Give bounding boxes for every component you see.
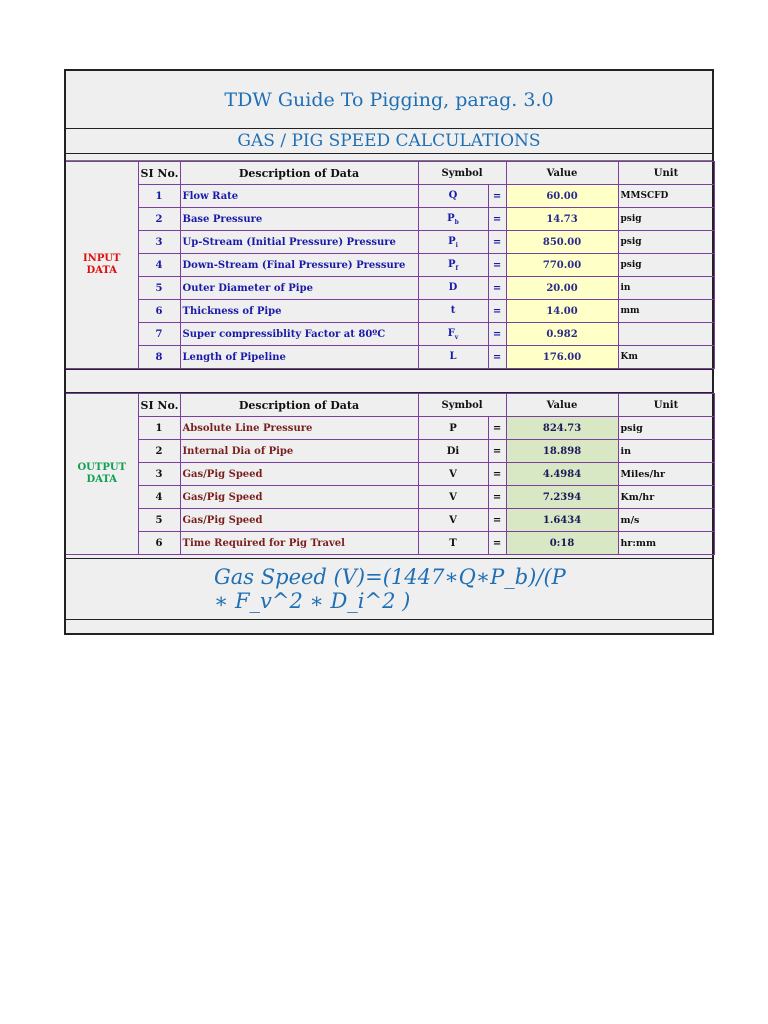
symbol-cell: Di bbox=[418, 440, 488, 463]
symbol-cell: $P_f$ bbox=[418, 254, 488, 277]
page-title: TDW Guide To Pigging, parag. 3.0 bbox=[66, 71, 712, 129]
value-cell[interactable]: 0.982 bbox=[506, 323, 618, 346]
equals-cell: = bbox=[488, 208, 506, 231]
value-cell[interactable]: 14.00 bbox=[506, 300, 618, 323]
equals-cell: = bbox=[488, 417, 506, 440]
table-row bbox=[66, 254, 714, 277]
spacer-row bbox=[66, 369, 712, 393]
col-unit-header: Unit bbox=[618, 162, 714, 185]
col-symbol-header: Symbol bbox=[418, 394, 506, 417]
col-sl-header: SI No. bbox=[138, 162, 180, 185]
equals-cell: = bbox=[488, 323, 506, 346]
sl-cell: 8 bbox=[138, 346, 180, 369]
unit-cell[interactable]: Miles/hr bbox=[618, 463, 714, 486]
gas-speed-formula[interactable] bbox=[214, 565, 614, 613]
output-data-label: OUTPUT DATA bbox=[66, 394, 138, 555]
sl-cell: 1 bbox=[138, 185, 180, 208]
table-row bbox=[66, 440, 714, 463]
table-row bbox=[66, 509, 714, 532]
desc-cell[interactable]: Flow Rate bbox=[180, 185, 418, 208]
symbol-cell: $P_i$ bbox=[418, 231, 488, 254]
output-header-row bbox=[66, 394, 714, 417]
symbol-cell: Q bbox=[418, 185, 488, 208]
value-cell[interactable]: 4.4984 bbox=[506, 463, 618, 486]
col-value-header: Value bbox=[506, 162, 618, 185]
table-row bbox=[66, 346, 714, 369]
symbol-cell: P bbox=[418, 417, 488, 440]
output-table bbox=[66, 393, 715, 555]
desc-cell[interactable]: Gas/Pig Speed bbox=[180, 486, 418, 509]
unit-cell[interactable]: Km/hr bbox=[618, 486, 714, 509]
desc-cell[interactable]: Length of Pipeline bbox=[180, 346, 418, 369]
symbol-cell: V bbox=[418, 486, 488, 509]
symbol-cell: D bbox=[418, 277, 488, 300]
equals-cell: = bbox=[488, 254, 506, 277]
table-row bbox=[66, 185, 714, 208]
value-cell[interactable]: 1.6434 bbox=[506, 509, 618, 532]
unit-cell[interactable]: in bbox=[618, 277, 714, 300]
value-cell[interactable]: 770.00 bbox=[506, 254, 618, 277]
col-symbol-header: Symbol bbox=[418, 162, 506, 185]
sl-cell: 4 bbox=[138, 486, 180, 509]
sl-cell: 3 bbox=[138, 463, 180, 486]
symbol-cell: $P_b$ bbox=[418, 208, 488, 231]
symbol-cell: $F_v$ bbox=[418, 323, 488, 346]
input-data-label: INPUT DATA bbox=[66, 162, 138, 369]
equals-cell: = bbox=[488, 440, 506, 463]
equals-cell: = bbox=[488, 185, 506, 208]
sl-cell: 1 bbox=[138, 417, 180, 440]
value-cell[interactable]: 0:18 bbox=[506, 532, 618, 555]
spacer-row bbox=[66, 154, 712, 161]
symbol-cell: V bbox=[418, 509, 488, 532]
unit-cell[interactable]: psig bbox=[618, 254, 714, 277]
equals-cell: = bbox=[488, 486, 506, 509]
symbol-cell: V bbox=[418, 463, 488, 486]
unit-cell[interactable] bbox=[618, 323, 714, 346]
input-header-row bbox=[66, 162, 714, 185]
sl-cell: 5 bbox=[138, 277, 180, 300]
value-cell[interactable]: 20.00 bbox=[506, 277, 618, 300]
table-row bbox=[66, 463, 714, 486]
unit-cell[interactable]: hr:mm bbox=[618, 532, 714, 555]
formula-line-2: ∗ F_v^2 ∗ D_i^2 ) bbox=[214, 589, 411, 613]
symbol-cell: T bbox=[418, 532, 488, 555]
equals-cell: = bbox=[488, 532, 506, 555]
unit-cell[interactable]: mm bbox=[618, 300, 714, 323]
symbol-cell: t bbox=[418, 300, 488, 323]
table-row bbox=[66, 208, 714, 231]
col-value-header: Value bbox=[506, 394, 618, 417]
formula-box bbox=[66, 558, 712, 620]
desc-cell[interactable]: Gas/Pig Speed bbox=[180, 509, 418, 532]
desc-cell[interactable]: Gas/Pig Speed bbox=[180, 463, 418, 486]
col-desc-header: Description of Data bbox=[180, 162, 418, 185]
sl-cell: 3 bbox=[138, 231, 180, 254]
table-row bbox=[66, 300, 714, 323]
value-cell[interactable]: 850.00 bbox=[506, 231, 618, 254]
equals-cell: = bbox=[488, 346, 506, 369]
table-row bbox=[66, 532, 714, 555]
desc-cell[interactable]: Absolute Line Pressure bbox=[180, 417, 418, 440]
sl-cell: 6 bbox=[138, 532, 180, 555]
desc-cell[interactable]: Thickness of Pipe bbox=[180, 300, 418, 323]
sl-cell: 4 bbox=[138, 254, 180, 277]
desc-cell[interactable]: Internal Dia of Pipe bbox=[180, 440, 418, 463]
unit-cell[interactable]: Km bbox=[618, 346, 714, 369]
col-unit-header: Unit bbox=[618, 394, 714, 417]
sl-cell: 7 bbox=[138, 323, 180, 346]
input-table bbox=[66, 161, 715, 369]
desc-cell[interactable]: Outer Diameter of Pipe bbox=[180, 277, 418, 300]
sl-cell: 2 bbox=[138, 440, 180, 463]
desc-cell[interactable]: Base Pressure bbox=[180, 208, 418, 231]
unit-cell[interactable]: in bbox=[618, 440, 714, 463]
equals-cell: = bbox=[488, 300, 506, 323]
desc-cell[interactable]: Time Required for Pig Travel bbox=[180, 532, 418, 555]
table-row bbox=[66, 323, 714, 346]
symbol-cell: L bbox=[418, 346, 488, 369]
value-cell[interactable]: 14.73 bbox=[506, 208, 618, 231]
value-cell[interactable]: 824.73 bbox=[506, 417, 618, 440]
sl-cell: 5 bbox=[138, 509, 180, 532]
col-sl-header: SI No. bbox=[138, 394, 180, 417]
table-row bbox=[66, 486, 714, 509]
value-cell[interactable]: 60.00 bbox=[506, 185, 618, 208]
table-row bbox=[66, 277, 714, 300]
value-cell[interactable]: 18.898 bbox=[506, 440, 618, 463]
equals-cell: = bbox=[488, 509, 506, 532]
equals-cell: = bbox=[488, 231, 506, 254]
sl-cell: 2 bbox=[138, 208, 180, 231]
unit-cell[interactable]: psig bbox=[618, 208, 714, 231]
unit-cell[interactable]: psig bbox=[618, 417, 714, 440]
value-cell[interactable]: 7.2394 bbox=[506, 486, 618, 509]
desc-cell[interactable]: Super compressiblity Factor at 80ºC bbox=[180, 323, 418, 346]
unit-cell[interactable]: psig bbox=[618, 231, 714, 254]
value-cell[interactable]: 176.00 bbox=[506, 346, 618, 369]
col-desc-header: Description of Data bbox=[180, 394, 418, 417]
desc-cell[interactable]: Up-Stream (Initial Pressure) Pressure bbox=[180, 231, 418, 254]
spreadsheet bbox=[64, 69, 714, 635]
table-row bbox=[66, 231, 714, 254]
equals-cell: = bbox=[488, 277, 506, 300]
unit-cell[interactable]: MMSCFD bbox=[618, 185, 714, 208]
sl-cell: 6 bbox=[138, 300, 180, 323]
unit-cell[interactable]: m/s bbox=[618, 509, 714, 532]
section-title: GAS / PIG SPEED CALCULATIONS bbox=[66, 129, 712, 154]
table-row bbox=[66, 417, 714, 440]
formula-line-1: Gas Speed (V)=(1447∗Q∗P_b)/(P bbox=[214, 565, 566, 589]
equals-cell: = bbox=[488, 463, 506, 486]
desc-cell[interactable]: Down-Stream (Final Pressure) Pressure bbox=[180, 254, 418, 277]
